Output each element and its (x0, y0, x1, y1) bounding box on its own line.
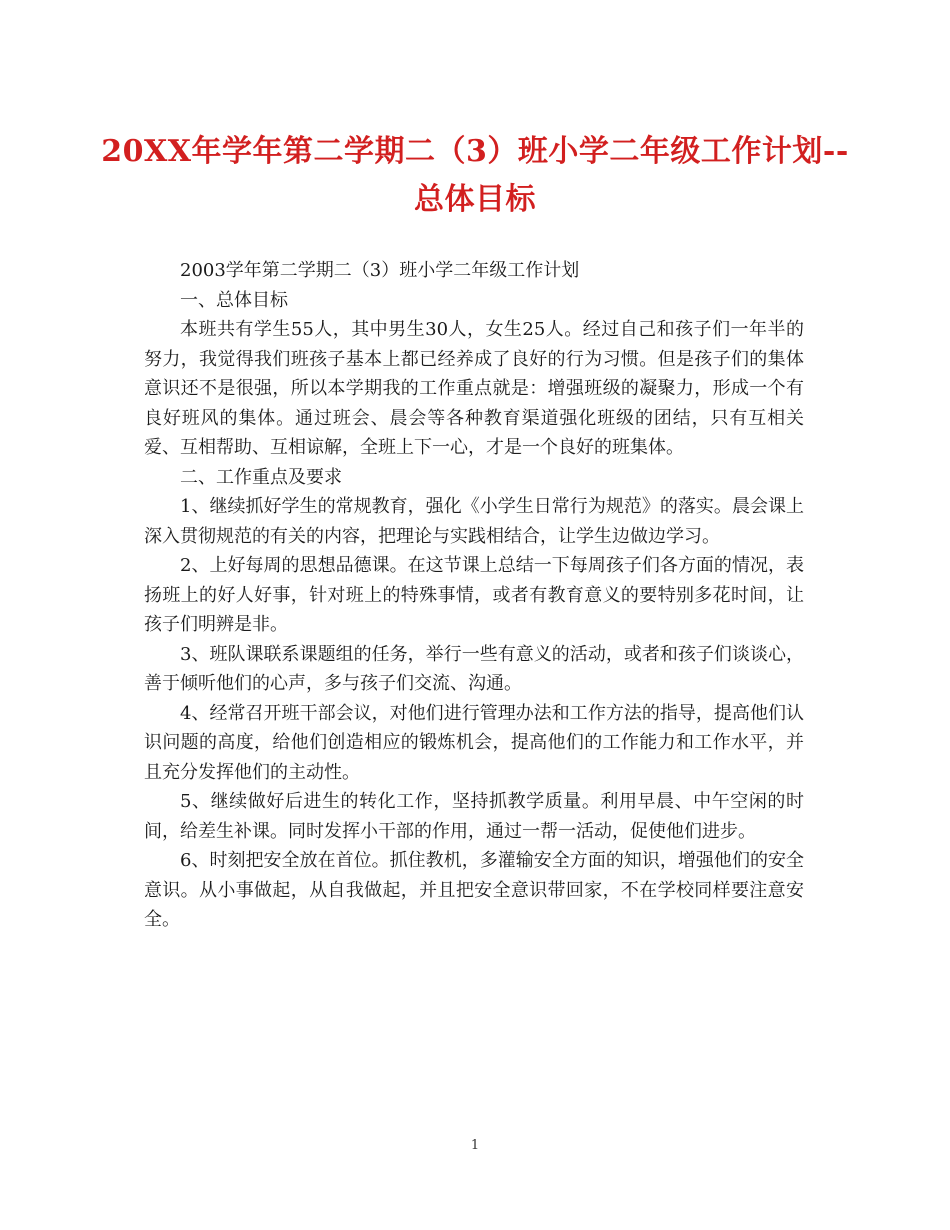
section-heading-key-work: 二、工作重点及要求 (180, 466, 342, 488)
subtitle-paragraph: 2003学年第二学期二（3）班小学二年级工作计划 (180, 260, 580, 281)
work-item-1: 1、继续抓好学生的常规教育，强化《小学生日常行为规范》的落实。晨会课上深入贯彻规范的有关的内容，把理论与实践相结合，让学生边做边学习。 (144, 496, 804, 547)
document-body (144, 256, 804, 935)
work-item-6: 6、时刻把安全放在首位。抓住教机，多灌输安全方面的知识，增强他们的安全意识。从小事做起，从自我做起，并且把安全意识带回家，不在学校同样要注意安全。 (144, 850, 804, 930)
work-item-3: 3、班队课联系课题组的任务，举行一些有意义的活动，或者和孩子们谈谈心，善于倾听他们的心声，多与孩子们交流、沟通。 (144, 643, 804, 694)
work-item-5: 5、继续做好后进生的转化工作，坚持抓教学质量。利用早晨、中午空闲的时间，给差生补课。同时发挥小干部的作用，通过一帮一活动，促使他们进步。 (144, 791, 804, 842)
overall-goal-paragraph: 本班共有学生55人，其中男生30人，女生25人。经过自己和孩子们一年半的努力，我觉得我们班孩子基本上都已经养成了良好的行为习惯。但是孩子们的集体意识还不是很强，所以本学期我的工作重点就是：增强班级的凝聚力，形成一个有良好班风的集体。通过班会、晨会等各种教育渠道强化班级的团结，只有互相关爱、互相帮助、互相谅解，全班上下一心，才是一个良好的班集体。 (144, 319, 804, 458)
work-item-2: 2、上好每周的思想品德课。在这节课上总结一下每周孩子们各方面的情况，表扬班上的好人好事，针对班上的特殊事情，或者有教育意义的要特别多花时间，让孩子们明辨是非。 (144, 555, 804, 635)
page-number: 1 (470, 1138, 480, 1153)
section-heading-overall-goal: 一、总体目标 (180, 289, 288, 311)
work-item-4: 4、经常召开班干部会议，对他们进行管理办法和工作方法的指导，提高他们认识问题的高度，给他们创造相应的锻炼机会，提高他们的工作能力和工作水平，并且充分发挥他们的主动性。 (144, 702, 804, 783)
title-line-1: 20XX年学年第二学期二（3）班小学二年级工作计划-- (101, 134, 849, 169)
title-line-2: 总体目标 (414, 182, 536, 217)
document-title (100, 128, 850, 224)
